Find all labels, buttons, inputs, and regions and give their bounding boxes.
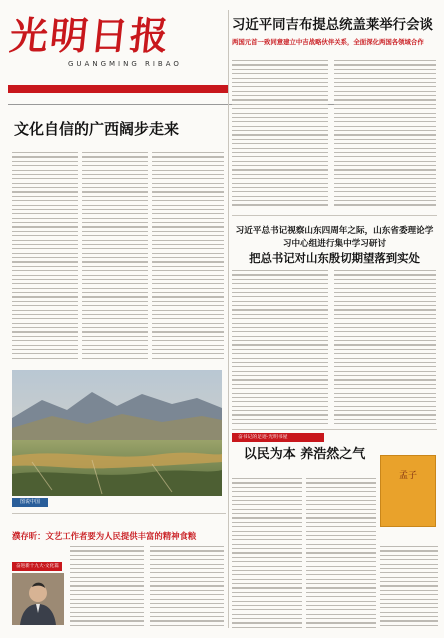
lead-body-text	[334, 60, 436, 210]
portrait-image	[12, 573, 64, 625]
column-body-text	[380, 546, 438, 630]
section-divider	[232, 215, 437, 216]
column-banner: 奋书记的足迹·光明书屋	[232, 433, 324, 442]
landscape-photo	[12, 370, 222, 496]
shandong-kicker: 习近平总书记视察山东四周年之际，山东省委理论学习中心组进行集中学习研讨	[235, 226, 434, 249]
section-divider	[232, 429, 437, 430]
culture-headline[interactable]: 文化自信的广西阔步走来	[14, 120, 180, 138]
book-title: 孟子	[398, 471, 417, 481]
landscape-image	[12, 370, 222, 496]
shandong-body-text	[334, 270, 436, 426]
shandong-headline[interactable]: 把总书记对山东殷切期望落到实处	[249, 251, 420, 265]
book-cover	[380, 455, 436, 527]
column-body-text	[232, 478, 302, 630]
column-headline[interactable]: 以民为本 养浩然之气	[243, 447, 366, 462]
bottom-tag: 奋进新十九大·文化篇	[12, 562, 62, 571]
masthead-subtitle: GUANGMING RIBAO	[68, 60, 182, 68]
bottom-body-text	[150, 546, 224, 630]
portrait-photo	[12, 573, 64, 625]
lead-subhead: 两国元首一致同意建立中吉战略伙伴关系，全面深化两国各领域合作	[232, 38, 424, 46]
culture-body-text	[152, 152, 224, 364]
masthead-title: 光明日报	[7, 13, 173, 58]
photo-tag: 图说中国	[12, 498, 48, 507]
bottom-headline[interactable]: 濮存昕：文艺工作者要为人民提供丰富的精神食粮	[12, 531, 197, 541]
shandong-body-text	[232, 270, 328, 426]
lead-headline[interactable]: 习近平同吉布提总统盖莱举行会谈	[232, 18, 433, 33]
section-divider	[12, 513, 226, 514]
column-body-text	[306, 478, 376, 630]
lead-body-text	[232, 60, 328, 210]
column-divider	[228, 10, 229, 628]
culture-body-text	[82, 152, 148, 364]
dateline-bar	[8, 85, 228, 93]
masthead	[8, 10, 218, 80]
culture-body-text	[12, 152, 78, 364]
bottom-body-text	[70, 546, 144, 630]
